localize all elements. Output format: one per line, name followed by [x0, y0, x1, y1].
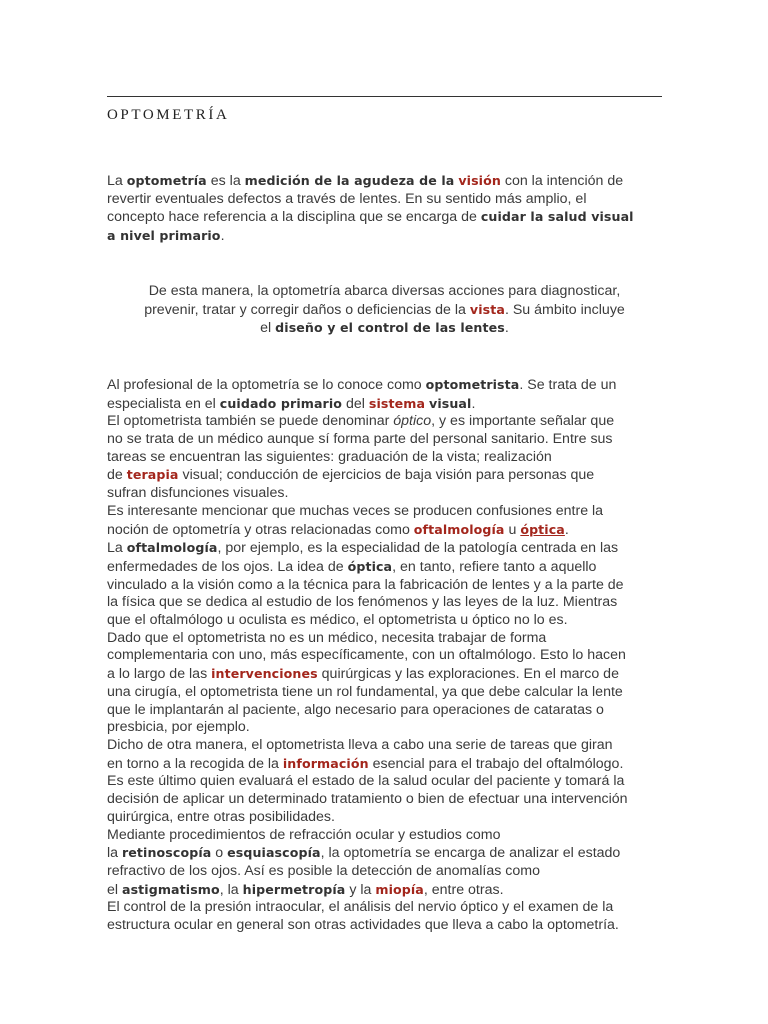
text: . Su ámbito incluye — [504, 301, 625, 318]
link-miopia[interactable]: miopía — [375, 881, 424, 897]
link-sistema[interactable]: sistema — [368, 395, 426, 411]
text: , la — [219, 881, 243, 898]
text: presbicia, por ejemplo. — [107, 719, 250, 736]
text: Es este último quien evaluará el estado de la salud ocular del paciente y tomará la — [107, 773, 625, 790]
link-intervenciones[interactable]: intervenciones — [211, 666, 318, 682]
text: El optometrista también se puede denominar — [107, 413, 394, 430]
text: tareas se encuentran las siguientes: graduación de la vista; realización — [107, 448, 552, 465]
link-vista[interactable]: vista — [469, 301, 505, 317]
text: refractivo de los ojos. Así es posible la detección de anomalías como — [107, 862, 540, 879]
text: . — [504, 320, 509, 337]
paragraph-centered — [107, 283, 662, 338]
text: estructura ocular en general son otras actividades que lleva a cabo la optometría. — [107, 917, 619, 934]
text: vinculado a la visión como a la técnica para la fabricación de lentes y a la parte de — [107, 576, 624, 593]
text: quirúrgicas y las exploraciones. En el marco de — [317, 666, 619, 683]
bold-term: astigmatismo — [121, 881, 220, 897]
text: complementaria con uno, más específicamente, con un oftalmólogo. Esto lo hacen — [107, 647, 626, 664]
link-oftalmologia[interactable]: oftalmología — [413, 521, 505, 537]
text: noción de optometría y otras relacionadas como — [107, 521, 414, 538]
text: a lo largo de las — [107, 666, 212, 683]
text: o — [211, 845, 228, 862]
text: la física que se dedica al estudio de los fenómenos y las leyes de la luz. Mientras — [107, 594, 618, 611]
bold-term: retinoscopía — [121, 845, 212, 861]
text: . — [220, 228, 225, 245]
text: La — [107, 540, 127, 557]
bold-term: hipermetropía — [242, 881, 346, 897]
text: . — [471, 395, 476, 412]
text: con la intención de — [500, 173, 624, 189]
text: Mediante procedimientos de refracción ocular y estudios como — [107, 826, 501, 843]
text: , en tanto, refiere tanto a aquello — [392, 558, 597, 575]
italic-term: óptico — [393, 413, 432, 430]
text: del — [342, 395, 369, 412]
bold-term: visual — [429, 395, 472, 411]
text: , por ejemplo, es la especialidad de la patología centrada en las — [217, 540, 619, 557]
text: Al profesional de la optometría se lo conoce como — [107, 376, 426, 393]
text: , la optometría se encarga de analizar el estado — [320, 845, 621, 862]
text: en torno a la recogida de la — [107, 755, 283, 772]
link-informacion[interactable]: información — [282, 755, 369, 771]
bold-term: optometría — [126, 173, 207, 188]
bold-term: óptica — [347, 558, 393, 574]
text: la — [107, 845, 122, 862]
text: Dado que el optometrista no es un médico, necesita trabajar de forma — [107, 629, 547, 646]
text: La — [107, 173, 127, 189]
text: . Se trata de un — [519, 376, 617, 393]
bold-term: cuidar la salud visual — [480, 209, 634, 225]
text: esencial para el trabajo del oftalmólogo. — [368, 755, 624, 772]
text: enfermedades de los ojos. La idea de — [107, 558, 348, 575]
link-optica[interactable]: óptica — [520, 521, 565, 537]
text: el — [260, 320, 276, 337]
link-terapia[interactable]: terapia — [126, 467, 179, 483]
bold-term: optometrista — [425, 376, 520, 392]
bold-term: a nivel primario — [107, 228, 221, 244]
text: revertir eventuales defectos a través de lentes. En su sentido más amplio, el — [107, 190, 587, 207]
text: de — [107, 467, 127, 484]
text: concepto hace referencia a la disciplina que se encarga de — [107, 209, 481, 226]
text: prevenir, tratar y corregir daños o deficiencias de la — [144, 301, 470, 318]
text: sufran disfunciones visuales. — [107, 485, 289, 502]
text: que el oftalmólogo u oculista es médico, el optometrista u óptico no lo es. — [107, 612, 568, 629]
bold-term: diseño y el control de las lentes — [275, 320, 505, 336]
page-title: OPTOMETRÍA — [107, 107, 230, 123]
text: no se trata de un médico aunque sí forma parte del personal sanitario. Entre sus — [107, 431, 613, 448]
bold-term: medición de la agudeza de la — [244, 173, 455, 188]
text: , y es importante señalar que — [431, 413, 615, 430]
text: decisión de aplicar un determinado tratamiento o bien de efectuar una intervención — [107, 791, 628, 808]
top-rule — [107, 96, 662, 97]
text: y la — [345, 881, 376, 898]
text: especialista en el — [107, 395, 220, 412]
text: una cirugía, el optometrista tiene un rol fundamental, ya que debe calcular la lente — [107, 683, 623, 700]
text: quirúrgica, entre otras posibilidades. — [107, 808, 335, 825]
document-page — [107, 96, 662, 935]
text: el — [107, 881, 122, 898]
text: , entre otras. — [423, 881, 504, 898]
text: Dicho de otra manera, el optometrista lleva a cabo una serie de tareas que giran — [107, 736, 613, 753]
link-vision[interactable]: visión — [458, 173, 501, 188]
bold-term: esquiascopía — [227, 845, 321, 861]
text: visual; conducción de ejercicios de baja visión para personas que — [178, 467, 595, 484]
text: . — [564, 521, 569, 538]
text: que le implantarán al paciente, algo necesario para operaciones de cataratas o — [107, 701, 604, 718]
bold-term: oftalmología — [126, 540, 218, 556]
text: El control de la presión intraocular, el análisis del nervio óptico y el examen de la — [107, 899, 614, 916]
paragraph-body — [107, 376, 662, 935]
text: De esta manera, la optometría abarca diversas acciones para diagnosticar, — [148, 282, 621, 299]
text: Es interesante mencionar que muchas veces se producen confusiones entre la — [107, 502, 604, 519]
text: es la — [206, 173, 245, 189]
text: u — [504, 521, 521, 538]
paragraph-intro — [107, 172, 662, 246]
bold-term: cuidado primario — [219, 395, 343, 411]
